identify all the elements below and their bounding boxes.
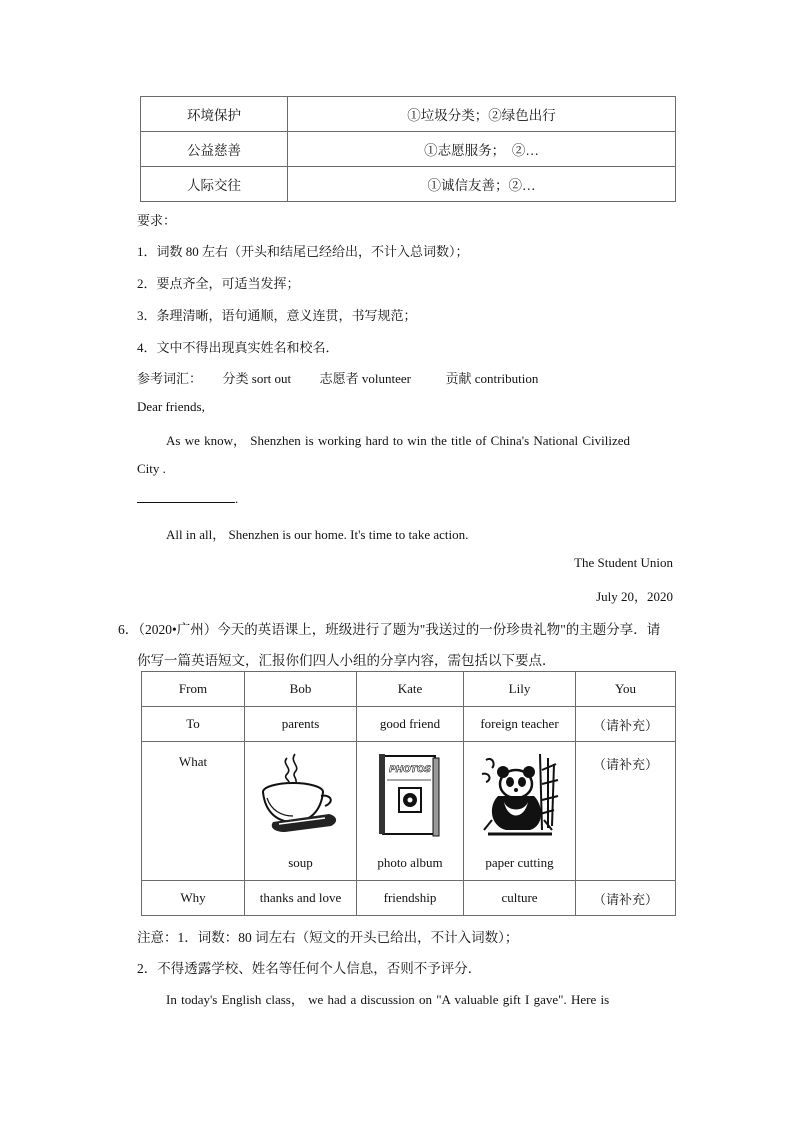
- table-row: [141, 97, 676, 132]
- gift-caption: photo album: [377, 855, 443, 870]
- table-row: [141, 132, 676, 167]
- requirement-item: 4．文中不得出现真实姓名和校名．: [137, 340, 339, 355]
- requirement-item: 1．词数 80 左右（开头和结尾已经给出，不计入总词数）；: [137, 244, 469, 259]
- panda-paper-cutting-icon: [478, 750, 562, 838]
- letter-greeting: Dear friends,: [137, 399, 205, 414]
- gift-caption: soup: [288, 855, 313, 870]
- letter-date: July 20，2020: [596, 589, 673, 604]
- gift-cell: [464, 742, 576, 881]
- question-text: 6．（2020•广州）今天的英语课上，班级进行了题为"我送过的一份珍贵礼物"的主题分享．请: [118, 622, 661, 637]
- table-cell: （请补充）: [576, 881, 676, 916]
- points-cell: ①诚信友善；②…: [288, 167, 676, 202]
- header-cell: Bob: [245, 672, 357, 707]
- letter-body: As we know， Shenzhen is working hard to win the title of China's National Civilized: [166, 433, 631, 448]
- requirement-item: 3．条理清晰，语句通顺，意义连贯，书写规范；: [137, 308, 417, 323]
- table-row: [142, 881, 676, 916]
- photo-album-icon: [377, 750, 443, 838]
- album-cover-text: PHOTOS: [388, 765, 432, 775]
- table-row: [141, 167, 676, 202]
- fill-in-text: （请补充）: [592, 757, 658, 772]
- blank-period: .: [235, 491, 239, 506]
- table-cell: parents: [245, 707, 357, 742]
- soup-bowl-icon: [259, 750, 343, 836]
- row-label: [142, 742, 245, 881]
- vocab-word-cn: 志愿者: [319, 371, 359, 386]
- topic-cell: 公益慈善: [141, 132, 288, 167]
- question-text: 你写一篇英语短文，汇报你们四人小组的分享内容，需包括以下要点．: [137, 653, 556, 668]
- vocab-word-en: sort out: [251, 371, 292, 386]
- table-cell: culture: [464, 881, 576, 916]
- answer-blank[interactable]: [137, 490, 235, 503]
- table-cell: thanks and love: [245, 881, 357, 916]
- row-label: Why: [142, 881, 245, 916]
- vocab-label: 参考词汇：: [137, 371, 203, 386]
- table-cell: （请补充）: [576, 707, 676, 742]
- note-line: 注意：1．词数：80 词左右（短文的开头已给出，不计入词数）；: [137, 930, 519, 945]
- table-cell: friendship: [357, 881, 464, 916]
- table-cell: [576, 742, 676, 881]
- gift-caption: paper cutting: [485, 855, 554, 870]
- header-cell: Lily: [464, 672, 576, 707]
- table-row: [142, 672, 676, 707]
- requirements-heading: 要求：: [137, 213, 177, 228]
- table-cell: good friend: [357, 707, 464, 742]
- row-label: To: [142, 707, 245, 742]
- gift-cell: [357, 742, 464, 881]
- passage-start: In today's English class， we had a discussion on "A valuable gift I gave". Here is: [166, 992, 610, 1007]
- gift-table: [141, 671, 676, 916]
- requirement-item: 2．要点齐全，可适当发挥；: [137, 276, 300, 291]
- table-row: [142, 742, 676, 881]
- topic-table: [140, 96, 676, 202]
- answer-blank-line: [137, 490, 238, 507]
- vocab-word-cn: 分类: [222, 371, 249, 386]
- header-cell: From: [142, 672, 245, 707]
- vocab-word-en: contribution: [474, 371, 539, 386]
- topic-cell: 环境保护: [141, 97, 288, 132]
- header-cell: Kate: [357, 672, 464, 707]
- vocab-line: [137, 368, 538, 387]
- header-cell: You: [576, 672, 676, 707]
- row-label-text: What: [178, 754, 208, 769]
- points-cell: ①垃圾分类；②绿色出行: [288, 97, 676, 132]
- note-line: 2．不得透露学校、姓名等任何个人信息，否则不予评分．: [137, 961, 482, 976]
- table-cell: foreign teacher: [464, 707, 576, 742]
- letter-closing: All in all， Shenzhen is our home. It's time to take action.: [166, 527, 469, 542]
- points-cell: ①志愿服务； ②…: [288, 132, 676, 167]
- letter-signature: The Student Union: [574, 555, 673, 570]
- topic-cell: 人际交往: [141, 167, 288, 202]
- letter-body: City .: [137, 461, 166, 476]
- gift-cell: [245, 742, 357, 881]
- table-row: [142, 707, 676, 742]
- vocab-word-en: volunteer: [361, 371, 412, 386]
- vocab-word-cn: 贡献: [445, 371, 472, 386]
